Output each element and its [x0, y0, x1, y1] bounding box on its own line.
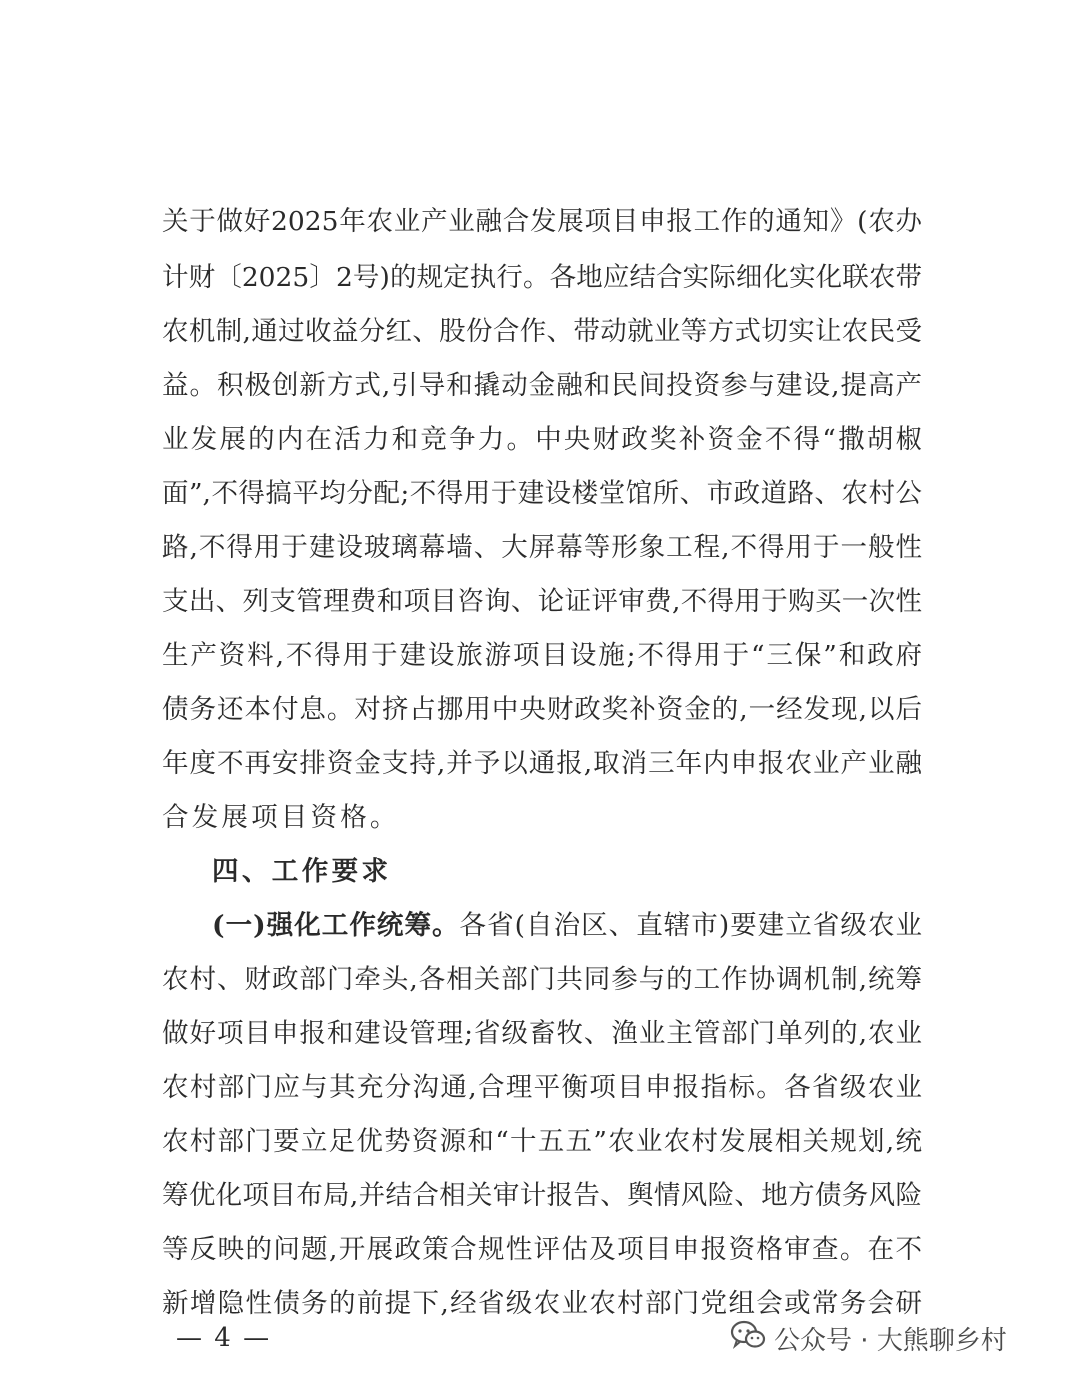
body-line-12: 合发展项目资格。 — [162, 802, 400, 833]
watermark — [730, 1318, 1007, 1358]
subsection-line-2: 做好项目申报和建设管理;省级畜牧、渔业主管部门单列的,农业 — [162, 1018, 922, 1049]
subsection-line-1: 农村、财政部门牵头,各相关部门共同参与的工作协调机制,统筹 — [162, 964, 922, 995]
section-heading: 四、工作要求 — [212, 856, 392, 887]
subsection-first-line-text: 各省(自治区、直辖市)要建立省级农业 — [459, 910, 922, 941]
body-line-1: 关于做好2025年农业产业融合发展项目申报工作的通知》(农办 — [162, 206, 922, 237]
body-line-2: 计财〔2025〕2号)的规定执行。各地应结合实际细化实化联农带 — [162, 262, 922, 293]
body-line-10: 债务还本付息。对挤占挪用中央财政奖补资金的,一经发现,以后 — [162, 694, 922, 725]
subsection-first-line — [212, 898, 922, 954]
body-line-5: 业发展的内在活力和竞争力。中央财政奖补资金不得“撒胡椒 — [162, 424, 922, 455]
subsection-line-5: 筹优化项目布局,并结合相关审计报告、舆情风险、地方债务风险 — [162, 1180, 922, 1211]
wechat-icon — [730, 1320, 774, 1357]
body-line-9: 生产资料,不得用于建设旅游项目设施;不得用于“三保”和政府 — [162, 640, 922, 671]
subsection-title: (一)强化工作统筹。 — [212, 910, 460, 941]
body-line-11: 年度不再安排资金支持,并予以通报,取消三年内申报农业产业融 — [162, 748, 922, 779]
body-line-8: 支出、列支管理费和项目咨询、论证评审费,不得用于购买一次性 — [162, 586, 922, 617]
subsection-line-6: 等反映的问题,开展政策合规性评估及项目申报资格审查。在不 — [162, 1234, 922, 1265]
body-line-7: 路,不得用于建设玻璃幕墙、大屏幕等形象工程,不得用于一般性 — [162, 532, 922, 563]
body-line-3: 农机制,通过收益分红、股份合作、带动就业等方式切实让农民受 — [162, 316, 922, 347]
page-number: — 4 — — [176, 1323, 272, 1353]
watermark-text: 公众号 · 大熊聊乡村 — [774, 1325, 1007, 1356]
body-line-6: 面”,不得搞平均分配;不得用于建设楼堂馆所、市政道路、农村公 — [162, 478, 922, 509]
subsection-line-4: 农村部门要立足优势资源和“十五五”农业农村发展相关规划,统 — [162, 1126, 922, 1157]
body-line-4: 益。积极创新方式,引导和撬动金融和民间投资参与建设,提高产 — [162, 370, 922, 401]
subsection-line-7: 新增隐性债务的前提下,经省级农业农村部门党组会或常务会研 — [162, 1288, 922, 1319]
subsection-line-3: 农村部门应与其充分沟通,合理平衡项目申报指标。各省级农业 — [162, 1072, 922, 1103]
